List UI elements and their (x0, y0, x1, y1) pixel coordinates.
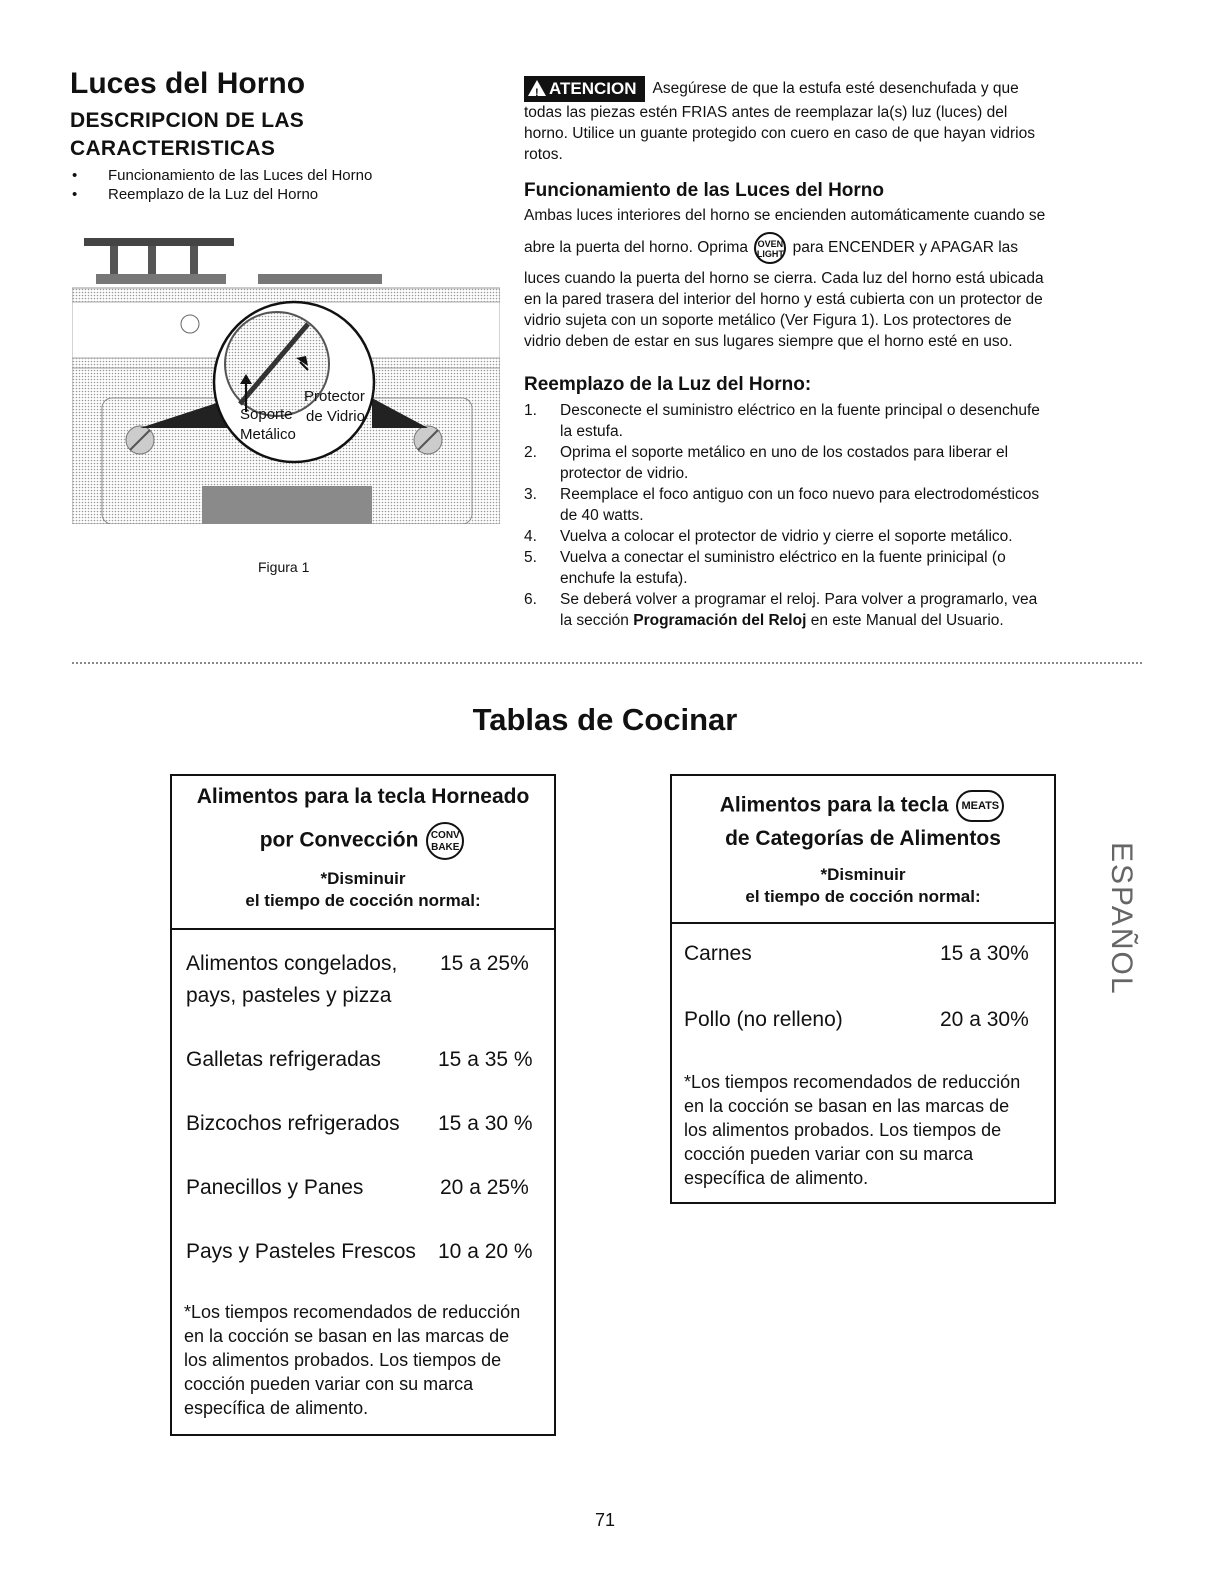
table-row: Alimentos congelados, pays, pasteles y pizza (186, 952, 398, 1007)
features-list (72, 166, 372, 204)
table-row: Pays y Pasteles Frescos (186, 1240, 416, 1263)
table-header: Alimentos para la tecla Horneado por Convección CONV BAKE *Disminuir el tiempo de cocción normal: (172, 776, 554, 930)
oven-illustration (72, 228, 500, 524)
table-row: Bizcochos refrigerados (186, 1112, 400, 1135)
table-row: Carnes (684, 942, 752, 965)
list-item: 5. Vuelva a conectar el suministro eléctrico en la fuente prinicipal (o enchufe la estufa). (524, 549, 1006, 587)
figure-label: Metálico (240, 426, 296, 443)
section-divider (72, 662, 1142, 664)
table-cell-pct: 15 a 30 % (438, 1112, 533, 1135)
page-title: Luces del Horno (70, 67, 306, 100)
figure-label: de Vidrio (306, 408, 365, 425)
list-item: 1. Desconecte el suministro eléctrico en la fuente principal o desenchufe la estufa. (524, 402, 1040, 440)
section-body: Ambas luces interiores del horno se encienden automáticamente cuando se abre la puerta del horno. Oprima OVEN LIGHT para ENCENDER y APAGAR las luces cuando la puerta del horno se cierra. Cada luz del horno está ubicada en la pared trasera del interior del horno y está cubierta con un protector de vidrio sujeta con un soporte metálico (Ver Figura 1). Los protectores de vidrio deben de estar en sus lugares siempre que el horno esté en uso. (524, 207, 1046, 350)
figure-caption: Figura 1 (258, 559, 310, 575)
warning-text: horno. Utilice un guante protegido con cuero en caso de que hayan vidrios (524, 125, 1035, 142)
table-row: Galletas refrigeradas (186, 1048, 381, 1071)
list-item: • Funcionamiento de las Luces del Horno (72, 166, 372, 185)
page-number: 71 (594, 1510, 616, 1530)
features-heading-line2: CARACTERISTICAS (70, 137, 276, 160)
list-item: 6. Se deberá volver a programar el reloj. Para volver a programarlo, vea la sección Programación del Reloj en este Manual del Usuario. (524, 591, 1038, 629)
table-header: Alimentos para la tecla MEATS de Categorías de Alimentos *Disminuir el tiempo de cocción normal: (672, 776, 1054, 924)
oven-light-button-icon: OVEN LIGHT (754, 232, 786, 264)
meats-category-table (670, 774, 1056, 1204)
list-item: 3. Reemplace el foco antiguo con un foco nuevo para electrodomésticos de 40 watts. (524, 486, 1040, 524)
replacement-steps (524, 400, 1144, 631)
table-row: Panecillos y Panes (186, 1176, 364, 1199)
table-cell-pct: 20 a 25% (440, 1176, 529, 1199)
table-cell-pct: 15 a 25% (440, 952, 529, 975)
warning-block (524, 76, 1144, 165)
list-item: 2. Oprima el soporte metálico en uno de los costados para liberar el protector de vidrio. (524, 444, 1009, 482)
convection-bake-table (170, 774, 556, 1436)
warning-text: rotos. (524, 146, 563, 163)
table-cell-pct: 15 a 35 % (438, 1048, 533, 1071)
section-heading: Reemplazo de la Luz del Horno: (524, 374, 812, 395)
table-cell-pct: 20 a 30% (940, 1008, 1029, 1031)
cooking-tables-title: Tablas de Cocinar (472, 702, 738, 737)
section-heading: Funcionamiento de las Luces del Horno (524, 180, 884, 201)
warning-text: todas las piezas estén FRIAS antes de reemplazar la(s) luz (luces) del (524, 104, 1008, 121)
table-footnote: *Los tiempos recomendados de reducción en la cocción se basan en las marcas de los alimentos probados. Los tiempos de cocción pueden variar con su marca específica de alimento. (184, 1302, 521, 1418)
table-cell-pct: 15 a 30% (940, 942, 1029, 965)
table-footnote: *Los tiempos recomendados de reducción en la cocción se basan en las marcas de los alimentos probados. Los tiempos de cocción pueden variar con su marca específica de alimento. (684, 1072, 1021, 1188)
language-side-label: ESPAÑOL (1105, 842, 1138, 996)
figure-label: Soporte (240, 406, 293, 423)
warning-icon (528, 80, 546, 96)
figure-label: Protector (304, 388, 365, 405)
table-cell-pct: 10 a 20 % (438, 1240, 533, 1263)
list-item: • Reemplazo de la Luz del Horno (72, 185, 372, 204)
warning-text: Asegúrese de que la estufa esté desenchufada y que (652, 80, 1019, 98)
features-heading-line1: DESCRIPCION DE LAS (70, 109, 305, 132)
oven-light-figure (72, 228, 500, 524)
conv-bake-button-icon: CONV BAKE (426, 822, 464, 860)
meats-button-icon: MEATS (956, 790, 1004, 822)
warning-badge: !ATENCION (524, 76, 645, 102)
table-row: Pollo (no relleno) (684, 1008, 843, 1031)
list-item: 4. Vuelva a colocar el protector de vidrio y cierre el soporte metálico. (524, 528, 1013, 545)
